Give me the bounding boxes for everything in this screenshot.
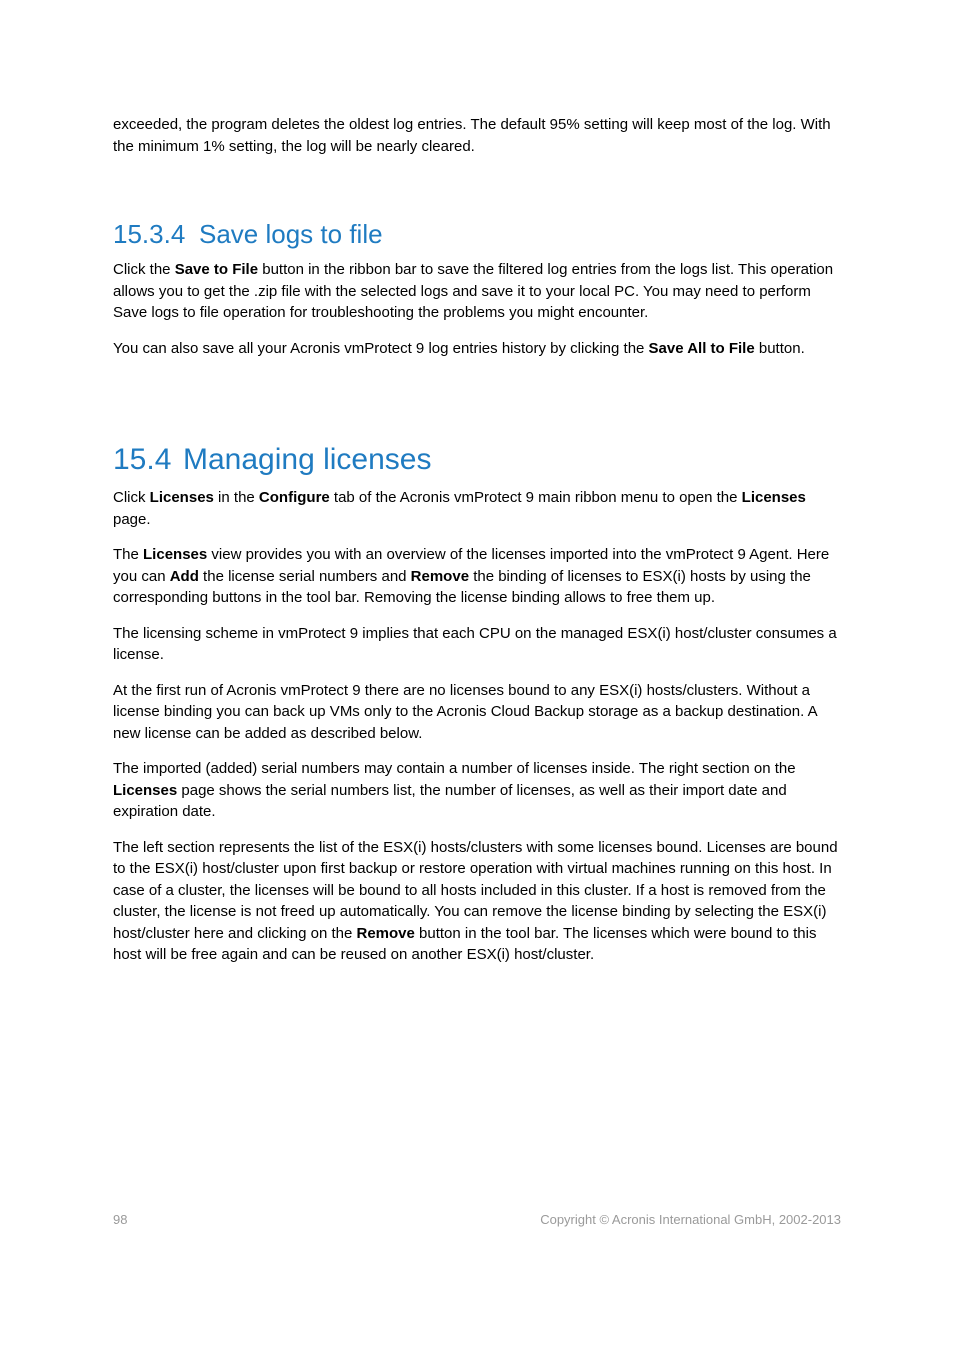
bold-term: Configure: [258, 489, 330, 506]
intro-paragraph-block: [113, 114, 841, 157]
text-run: in the: [213, 489, 259, 506]
text-run: Click: [113, 489, 150, 506]
licenses-body: [113, 487, 841, 966]
text-run: button in the ribbon bar to save the filtered log entries from the logs list. This operation allows you to get the .zip file with the selected logs and save it to your local PC. You may need to perform Save logs to file operation for troubleshooting the problems you might encounter.: [113, 261, 834, 321]
save-logs-body: [113, 259, 841, 359]
bold-term: Licenses: [113, 781, 178, 799]
page-number: 98: [113, 1212, 128, 1227]
licenses-paragraph-1: [113, 487, 841, 530]
text-run: button.: [754, 339, 805, 357]
licenses-paragraph-3: The licensing scheme in vmProtect 9 implies that each CPU on the managed ESX(i) host/cluster consumes a license.: [113, 624, 837, 663]
page-footer: [113, 1212, 841, 1227]
licenses-paragraph-4: At the first run of Acronis vmProtect 9 there are no licenses bound to any ESX(i) hosts/clusters. Without a license binding you can back up VMs only to the Acronis Cloud Backup storage as a backup destination. A new license can be added as described below.: [113, 681, 817, 742]
licenses-paragraph-6: [113, 837, 841, 966]
text-run: view provides you with an overview of the licenses imported into the vmProtect 9 Agent. Here you can: [113, 546, 830, 585]
text-run: You can also save all your Acronis vmProtect 9 log entries history by clicking the: [113, 339, 649, 357]
licenses-paragraph-5: [113, 758, 841, 823]
text-run: The: [113, 546, 144, 563]
copyright-notice: Copyright © Acronis International GmbH, 2002-2013: [540, 1212, 841, 1227]
section-heading-save-logs: [113, 219, 383, 249]
save-logs-paragraph-2: [113, 338, 841, 360]
bold-term: Licenses: [143, 546, 208, 563]
text-run: the binding of licenses to ESX(i) hosts by using the corresponding buttons in the tool bar. Removing the license binding allows to free them up.: [113, 567, 811, 606]
licenses-paragraph-2: [113, 544, 841, 609]
bold-term: Licenses: [741, 489, 806, 506]
section-number: 15.3.4: [113, 219, 186, 249]
bold-term: Save to File: [174, 261, 259, 278]
text-run: Click the: [113, 261, 175, 278]
text-run: button in the tool bar. The licenses which were bound to this host will be free again and can be reused on another ESX(i) host/cluster.: [113, 924, 817, 963]
bold-term: Save All to File: [648, 339, 755, 357]
text-run: The left section represents the list of the ESX(i) hosts/clusters with some licenses bound. Licenses are bound to the ESX(i) host/cluster upon first backup or restore operation with virtual machines running on this host. In case of a cluster, the licenses will be bound to all hosts included in this cluster. If a host is removed from the cluster, the license is not freed up automatically. You can remove the license binding by selecting the ESX(i) host/cluster here and clicking on the: [113, 838, 838, 942]
intro-paragraph: exceeded, the program deletes the oldest log entries. The default 95% setting will keep most of the log. With the minimum 1% setting, the log will be nearly cleared.: [113, 116, 831, 155]
section-number: 15.4: [113, 443, 172, 476]
section-heading-managing-licenses: [113, 443, 431, 477]
bold-term: Remove: [410, 567, 470, 585]
section-title: Save logs to file: [199, 219, 383, 249]
bold-term: Add: [169, 567, 199, 585]
section-title: Managing licenses: [183, 443, 432, 476]
text-run: the license serial numbers and: [198, 567, 411, 585]
text-run: page.: [113, 510, 151, 528]
text-run: tab of the Acronis vmProtect 9 main ribbon menu to open the: [329, 489, 742, 506]
bold-term: Licenses: [149, 489, 214, 506]
bold-term: Remove: [356, 924, 415, 942]
text-run: The imported (added) serial numbers may contain a number of licenses inside. The right section on the: [113, 760, 796, 777]
save-logs-paragraph-1: [113, 259, 841, 324]
text-run: page shows the serial numbers list, the number of licenses, as well as their import date and expiration date.: [113, 781, 787, 820]
